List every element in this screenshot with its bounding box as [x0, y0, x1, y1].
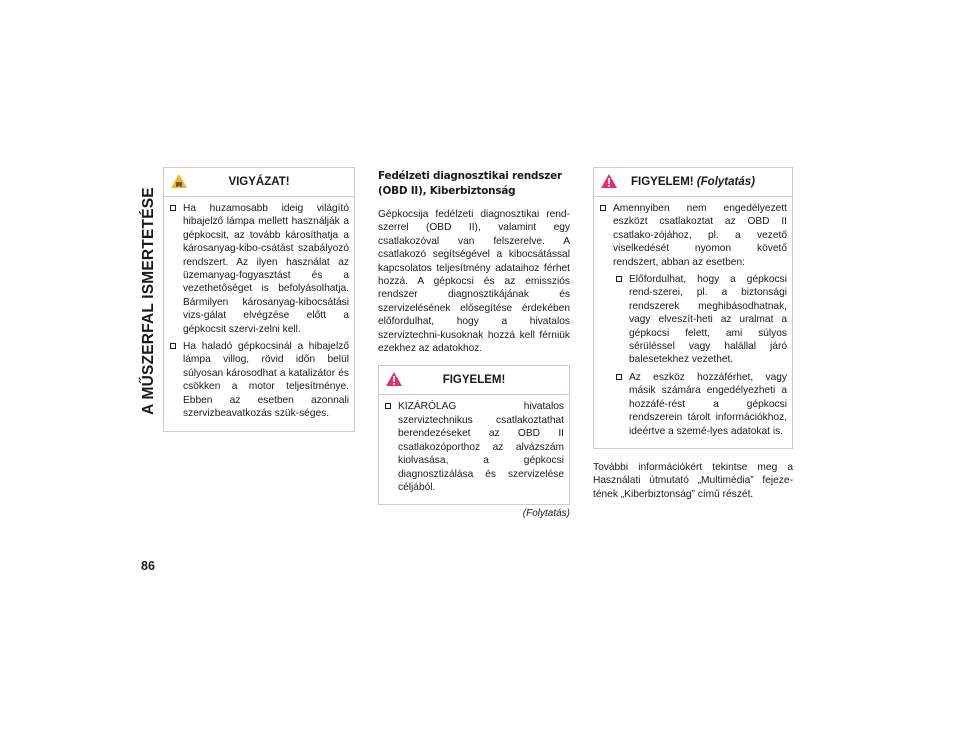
caution-header [164, 168, 354, 197]
section-paragraph: Gépkocsija fedélzeti diagnosztikai rend-szerrel (OBD II), valamint egy csatlakozóval van felszerelve. A csatlakozó segítségével a kibocsátással kapcsolatos teljesítmény adataihoz férhet hozzá. A gépkocsi és az emissziós rendszer diagnosztikájának és szervizelésének elősegítése érdekében előfordulhat, hogy a hivatalos szerviztechni-kusoknak hozzá kell férniük ezekhez az adatokhoz. [378, 209, 570, 355]
column-2 [378, 167, 570, 519]
caution-bullet: Ha haladó gépkocsinál a hibajelző lámpa villog, rövid időn belül súlyosan károsodhat a katalizátor és csökken a motor teljesítménye. Ebben az esetben azonnali szervizbeavatkozás szük-séges. [169, 340, 349, 420]
page-number: 86 [141, 559, 155, 573]
column-3 [593, 167, 793, 511]
warning-continued-box [593, 167, 793, 449]
side-title-text: A MŰSZERFAL ISMERTETÉSE [140, 187, 157, 415]
warning-header [379, 366, 569, 395]
warning-continued-bullet: Amennyiben nem engedélyezett eszközt csatlakoztat az OBD II csatlako-zójához, pl. a vezető viselkedését nyomon követő rendszert, abban az esetben: [599, 202, 787, 269]
warning-continued-title-suffix: (Folytatás) [696, 176, 755, 188]
warning-sub-bullet: Az eszköz hozzáférhet, vagy másik számára engedélyezheti a hozzáfé-rést a gépkocsi rendszerein tárolt információkhoz, ideértve a szemé-lyes adatokat is. [615, 371, 787, 438]
section-heading: Fedélzeti diagnosztikai rendszer (OBD II), Kiberbiztonság [378, 170, 562, 197]
continued-label: (Folytatás) [522, 508, 570, 520]
side-section-title [137, 170, 161, 432]
column-1 [163, 167, 355, 432]
caution-bullet: Ha huzamosabb ideig világító hibajelző lámpa mellett használják a gépkocsit, az tovább károsíthatja a károsanyag-kibo-csátást szabályozó rendszert. Az ilyen használat az üzemanyag-fogyasztást és a vezethetőséget is befolyásolhatja. Bármilyen károsanyag-kibocsátási vizs-gálat elvégzése előtt a gépkocsit szervi-zelni kell. [169, 202, 349, 336]
caution-body [164, 197, 354, 431]
warning-continued-header [594, 168, 792, 197]
caution-icon [170, 173, 188, 189]
warning-continued-title [631, 176, 755, 188]
caution-box [163, 167, 355, 432]
warning-body [379, 395, 569, 504]
warning-title: FIGYELEM! [442, 374, 506, 387]
warning-icon [385, 371, 403, 387]
warning-continued-body [594, 197, 792, 448]
warning-icon [600, 173, 618, 189]
warning-sub-bullet: Előfordulhat, hogy a gépkocsi rend-szerei, pl. a biztonsági rendszerek meghibásodhatnak, vagy elveszít-heti az uralmat a gépkocsi felett, ami súlyos sérüléssel vagy halállal járó balesetekhez vezethet. [615, 273, 787, 367]
caution-title: VIGYÁZAT! [228, 176, 290, 188]
warning-bullet: KIZÁRÓLAG hivatalos szerviztechnikus csatlakoztathat berendezéseket az OBD II csatlakozóporthoz az alvázszám kiolvasása, a gépkocsi diagnosztizálása és szervizelése céljából. [384, 400, 564, 494]
footer-paragraph: További információkért tekintse meg a Használati útmutató „Multimédia” fejeze-tének „Kiberbiztonság” című részét. [593, 461, 793, 500]
warning-box [378, 365, 570, 505]
warning-continued-title-main: FIGYELEM! [631, 176, 694, 188]
